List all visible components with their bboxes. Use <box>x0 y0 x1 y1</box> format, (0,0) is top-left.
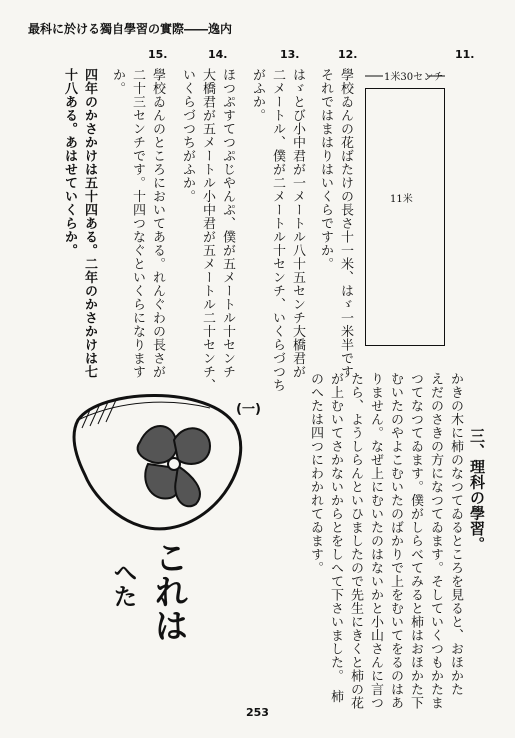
figure-caption-kore-wa: これは <box>148 540 188 642</box>
problem-16-line-1: 四年のかさかけは五十四ある。二年のかさかけは七 <box>82 68 97 379</box>
problem-12-line-1: 學校ゐんの花ばたけの長さ十一米、はゞ一米半です <box>338 68 353 379</box>
garden-rectangle <box>365 88 445 346</box>
page-number: 253 <box>246 706 269 719</box>
problem-15-line-3: か。 <box>110 68 125 95</box>
science-line-1: かきの木に柿のなつてゐるところを見ると、おほかた <box>448 372 463 696</box>
figure-marker: (一) <box>236 402 261 417</box>
problem-13-line-2: 二メートル、僕が二メートル十センチ、いくらづつち <box>270 68 285 392</box>
length-label: 11米 <box>390 194 413 205</box>
width-label: 1米30センチ <box>384 72 444 83</box>
figure-caption-heta: へた <box>109 560 137 608</box>
science-line-4: むいたのやよこむいたのばかりで上をむいてをるのはあ <box>388 372 403 710</box>
science-line-8: のへたは四つにわかれてゐます。 <box>308 372 323 575</box>
persimmon-calyx-drawing <box>60 380 250 550</box>
science-line-5: りません。なぜ上にむいたのはないかと小山さんに言つ <box>368 372 383 710</box>
problem-16-line-2: 十八ある。あはせていくらか。 <box>62 68 77 257</box>
problem-number-12: 12. <box>338 48 358 61</box>
problem-14-line-1: ほつぷすてつぷじやんぷ、僕が五メートル十センチ <box>220 68 235 379</box>
problem-15-line-2: 二十三センチです。十四つなぐといくらになります <box>130 68 145 379</box>
science-line-6: たら、ようしらんといひましたので先生にきくと柿の花 <box>348 372 363 710</box>
problem-number-15: 15. <box>148 48 168 61</box>
problem-14-line-2: 大橋君が五メートル小中君が五メートル二十センチ、 <box>200 68 215 392</box>
science-line-3: つてなつてゐます。僕がしらべてみると柿はおほかた下 <box>408 372 423 710</box>
science-line-7: が上むいてさかないからとをしへて下さいました。 柿 <box>328 372 343 703</box>
section-title: 三、理科の學習。 <box>468 428 486 552</box>
page-header: 最科に於ける獨自學習の實際――逸内 <box>28 22 233 36</box>
problem-number-13: 13. <box>280 48 300 61</box>
problem-number-11: 11. <box>455 48 475 61</box>
science-line-2: えだのさきの方になつてゐます。そしていくつもかたま <box>428 372 443 710</box>
problem-13-line-3: がふか。 <box>250 68 265 122</box>
problem-12-line-2: それではまはりはいくらですか。 <box>318 68 333 271</box>
problem-15-line-1: 學校ゐんのところにおいてある。れんぐわの長さが <box>150 68 165 379</box>
problem-13-line-1: はゞとび小中君が一メートル八十五センチ大橋君が <box>290 68 305 379</box>
problem-14-line-3: いくらづつちがふか。 <box>180 68 195 203</box>
problem-number-14: 14. <box>208 48 228 61</box>
